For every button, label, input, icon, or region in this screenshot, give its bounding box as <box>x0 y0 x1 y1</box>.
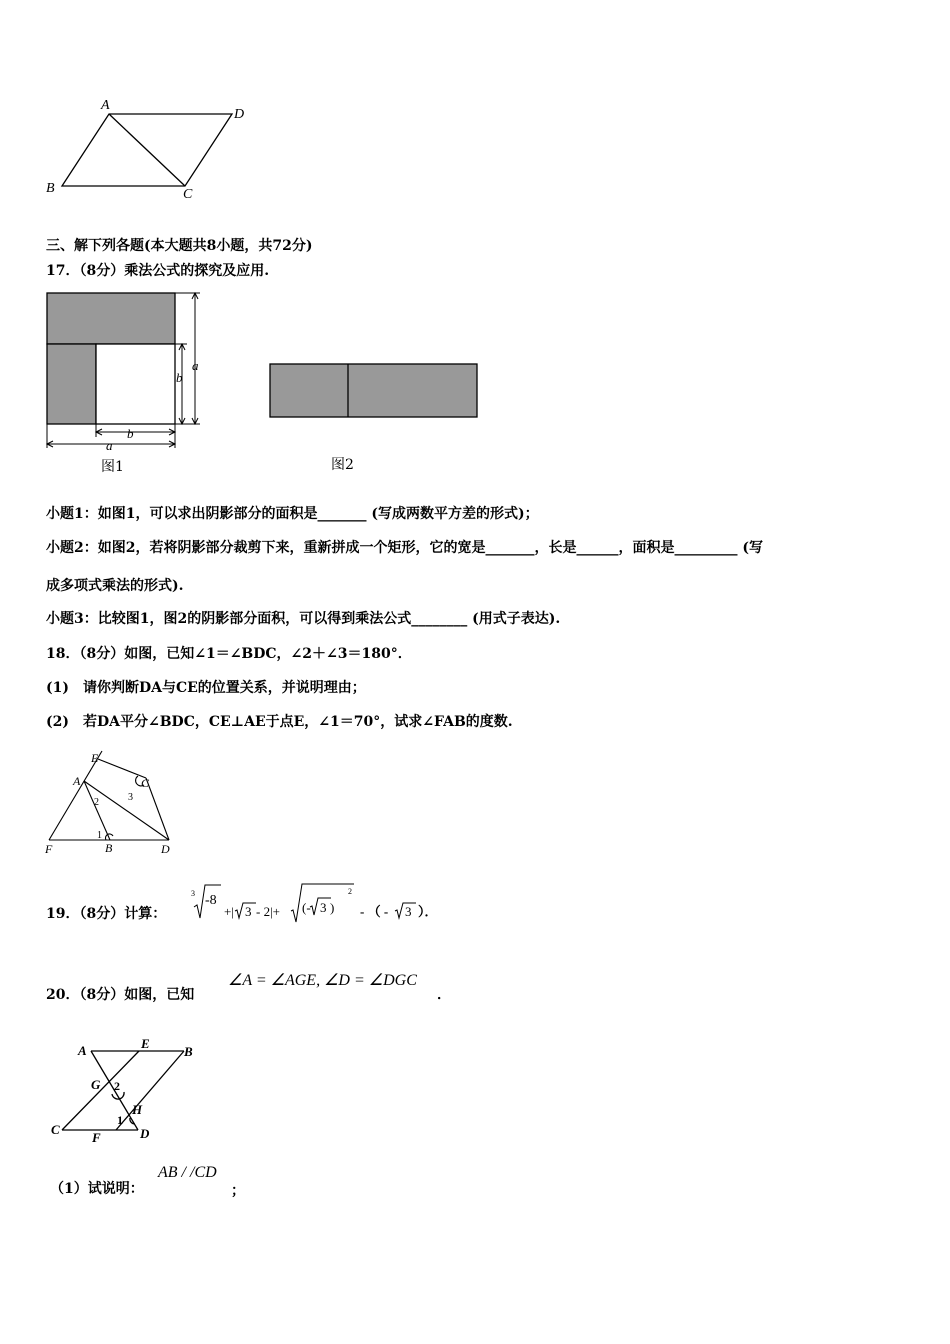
q20-part1-prefix: （1）试说明： <box>50 1181 144 1197</box>
q20-figure <box>46 1032 206 1147</box>
label-C: C <box>183 187 193 202</box>
q18-label-F: F <box>45 842 53 856</box>
label-b-right: b <box>176 370 183 385</box>
q19-square: 2 <box>348 887 352 896</box>
q17-sub3: 小题3：比较图1，图2的阴影部分面积，可以得到乘法公式________ (用式子表达). <box>46 611 561 627</box>
q19-expression <box>188 882 463 927</box>
q18-label-3: 3 <box>128 792 133 803</box>
q19-inner-close: ) <box>330 900 335 915</box>
label-D: D <box>234 107 245 122</box>
section3-heading: 三、解下列各题(本大题共8小题，共72分) <box>46 238 313 254</box>
label-A: A <box>101 98 110 113</box>
q18-label-1: 1 <box>97 830 102 841</box>
q18-label-E: E <box>91 751 99 765</box>
q18-label-B: B <box>105 841 113 855</box>
q18-label-C: C <box>141 776 150 790</box>
q20-part1-expr: AB / /CD <box>158 1164 217 1181</box>
q20-label-G: G <box>91 1077 101 1092</box>
q19-prefix: 19．（8分）计算： <box>46 906 167 922</box>
q17-figure1 <box>40 288 220 478</box>
fig1-caption: 图1 <box>101 459 124 475</box>
q19-cube-index: 3 <box>191 889 195 898</box>
q19-inner-open: (- <box>302 900 311 915</box>
q20-label-F: F <box>92 1130 101 1145</box>
q18-figure <box>40 745 190 860</box>
q17-sub2-line2: 成多项式乘法的形式). <box>46 578 184 594</box>
q20-condition: ∠A = ∠AGE, ∠D = ∠DGC <box>228 972 417 989</box>
q20-label-C: C <box>51 1122 60 1137</box>
q17-figure2 <box>268 362 480 420</box>
q18-part1: (1) 请你判断DA与CE的位置关系，并说明理由； <box>46 680 366 696</box>
q17-sub2-line1: 小题2：如图2，若将阴影部分裁剪下来，重新拼成一个矩形，它的宽是_______，长是______，面积是_________ (写 <box>46 540 763 556</box>
q20-suffix: ． <box>437 987 451 1003</box>
q20-label-2: 2 <box>114 1079 120 1093</box>
q18-label-A: A <box>73 774 81 788</box>
q19-cube-radicand: -8 <box>205 893 217 908</box>
q18-title: 18．（8分）如图，已知∠1＝∠BDC，∠2＋∠3＝180°． <box>46 646 412 662</box>
parallelogram-figure <box>40 92 260 202</box>
q18-part2: (2) 若DA平分∠BDC，CE⊥AE于点E，∠1＝70°，试求∠FAB的度数. <box>46 714 513 730</box>
q20-label-B: B <box>184 1044 193 1059</box>
q20-label-1: 1 <box>117 1113 123 1127</box>
q20-label-D: D <box>140 1126 150 1141</box>
q20-part1-suffix: ； <box>231 1183 245 1199</box>
q19-inner-sqrt3: 3 <box>320 900 327 915</box>
q19-tail: - （ - <box>360 904 389 919</box>
label-a-right: a <box>192 358 199 373</box>
q18-label-2: 2 <box>94 797 99 808</box>
fig2-caption: 图2 <box>331 457 354 473</box>
label-B: B <box>46 181 55 196</box>
q19-tail-sqrt3: 3 <box>405 904 412 919</box>
q19-tail-close: ）． <box>418 904 438 919</box>
q20-prefix: 20．（8分）如图，已知 <box>46 987 195 1003</box>
q20-label-H: H <box>132 1102 143 1117</box>
q19-minus2: - 2|+ <box>256 904 281 919</box>
q17-sub1: 小题1：如图1，可以求出阴影部分的面积是_______ (写成两数平方差的形式)； <box>46 506 539 522</box>
q19-abs-open: +| <box>224 904 234 919</box>
label-a-bottom: a <box>106 438 113 453</box>
q20-label-A: A <box>78 1043 87 1058</box>
q18-label-D: D <box>161 842 170 856</box>
q17-title: 17．（8分）乘法公式的探究及应用. <box>46 263 270 279</box>
q19-sqrt3-a: 3 <box>245 904 252 919</box>
label-b-bottom: b <box>127 426 134 441</box>
q20-label-E: E <box>141 1036 150 1051</box>
